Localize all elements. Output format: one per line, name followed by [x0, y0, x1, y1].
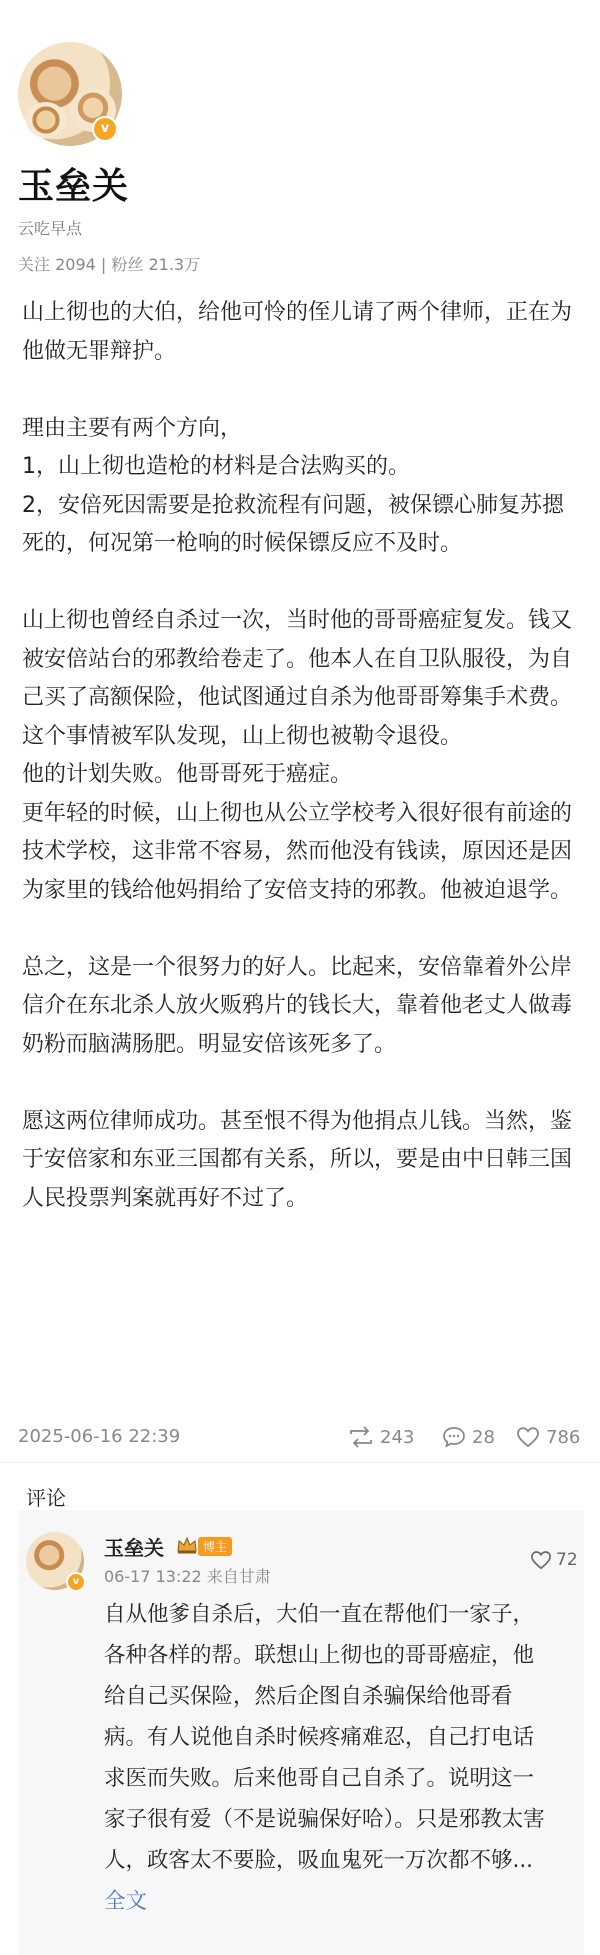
profile-name[interactable]: 玉垒关	[18, 166, 130, 207]
avatar-bun-image	[26, 102, 66, 138]
paragraph-gap	[22, 1064, 582, 1103]
post-paragraph: 山上彻也曾经自杀过一次，当时他的哥哥癌症复发。钱又被安倍站台的邪教给卷走了。他本人在自卫队服役，为自己买了高额保险，他试图通过自杀为他哥哥筹集手术费。这个事情被军队发现，山上彻也被勒令退役。	[22, 608, 573, 749]
repost-icon	[348, 1426, 374, 1448]
verified-badge-icon: v	[66, 1572, 86, 1592]
paragraph-gap	[22, 910, 582, 949]
heart-icon	[516, 1426, 540, 1448]
repost-button[interactable]	[348, 1426, 414, 1448]
comment-text	[104, 1594, 548, 1922]
crown-icon	[176, 1536, 198, 1554]
profile-stats[interactable]: 关注 2094 | 粉丝 21.3万	[18, 255, 201, 274]
heart-icon	[530, 1550, 552, 1570]
read-more-link[interactable]: 全文	[104, 1889, 148, 1914]
repost-count: 243	[380, 1426, 415, 1448]
profile-avatar[interactable]	[18, 42, 122, 146]
comment-like-count: 72	[556, 1550, 578, 1570]
commenter-name[interactable]: 玉垒关	[104, 1536, 164, 1560]
comment-button[interactable]	[442, 1426, 495, 1448]
commenter-avatar[interactable]	[26, 1532, 84, 1590]
post-body	[22, 294, 582, 1218]
like-button[interactable]	[516, 1426, 580, 1448]
post-paragraph: 更年轻的时候，山上彻也从公立学校考入很好很有前途的技术学校，这非常不容易，然而他没有钱读，原因还是因为家里的钱给他妈捐给了安倍支持的邪教。他被迫退学。	[22, 800, 573, 903]
post-paragraph: 他的计划失败。他哥哥死于癌症。	[22, 762, 353, 787]
comment-icon	[442, 1426, 466, 1448]
like-count: 786	[546, 1426, 581, 1448]
comment-body: 自从他爹自杀后，大伯一直在帮他们一家子，各种各样的帮。联想山上彻也的哥哥癌症，他给自己买保险，然后企图自杀骗保给他哥看病。有人说他自杀时候疼痛难忍，自己打电话求医而失败。后来他哥自己自杀了。说明这一家子很有爱（不是说骗保好哈）。只是邪教太害人，政客太不要脸，吸血鬼死一万次都不够...	[104, 1602, 545, 1873]
paragraph-gap	[22, 371, 582, 410]
post-timestamp: 2025-06-16 22:39	[18, 1426, 181, 1447]
divider	[0, 1462, 600, 1463]
post-paragraph: 总之，这是一个很努力的好人。比起来，安倍靠着外公岸信介在东北杀人放火贩鸦片的钱长大，靠着他老丈人做毒奶粉而脑满肠肥。明显安倍该死多了。	[22, 954, 573, 1057]
post-paragraph: 愿这两位律师成功。甚至恨不得为他捐点儿钱。当然，鉴于安倍家和东亚三国都有关系，所以，要是由中日韩三国人民投票判案就再好不过了。	[22, 1108, 573, 1211]
post-paragraph: 1，山上彻也造枪的材料是合法购买的。	[22, 454, 410, 479]
comments-section-title: 评论	[26, 1486, 66, 1510]
post-paragraph: 2，安倍死因需要是抢救流程有问题，被保镖心肺复苏摁死的，何况第一枪响的时候保镖反应不及时。	[22, 492, 564, 556]
profile-bio: 云吃早点	[18, 219, 83, 238]
post-paragraph: 理由主要有两个方向，	[22, 415, 243, 441]
comment-count: 28	[472, 1426, 495, 1448]
verified-badge-icon: v	[92, 116, 118, 142]
profile-header	[18, 42, 122, 146]
comment-like-button[interactable]	[530, 1550, 578, 1570]
author-badge: 博主	[198, 1537, 232, 1556]
comment-time-location: 06-17 13:22 来自甘肃	[104, 1567, 271, 1586]
post-paragraph: 山上彻也的大伯，给他可怜的侄儿请了两个律师，正在为他做无罪辩护。	[22, 300, 573, 364]
post-meta-bar	[18, 1422, 582, 1452]
paragraph-gap	[22, 564, 582, 603]
